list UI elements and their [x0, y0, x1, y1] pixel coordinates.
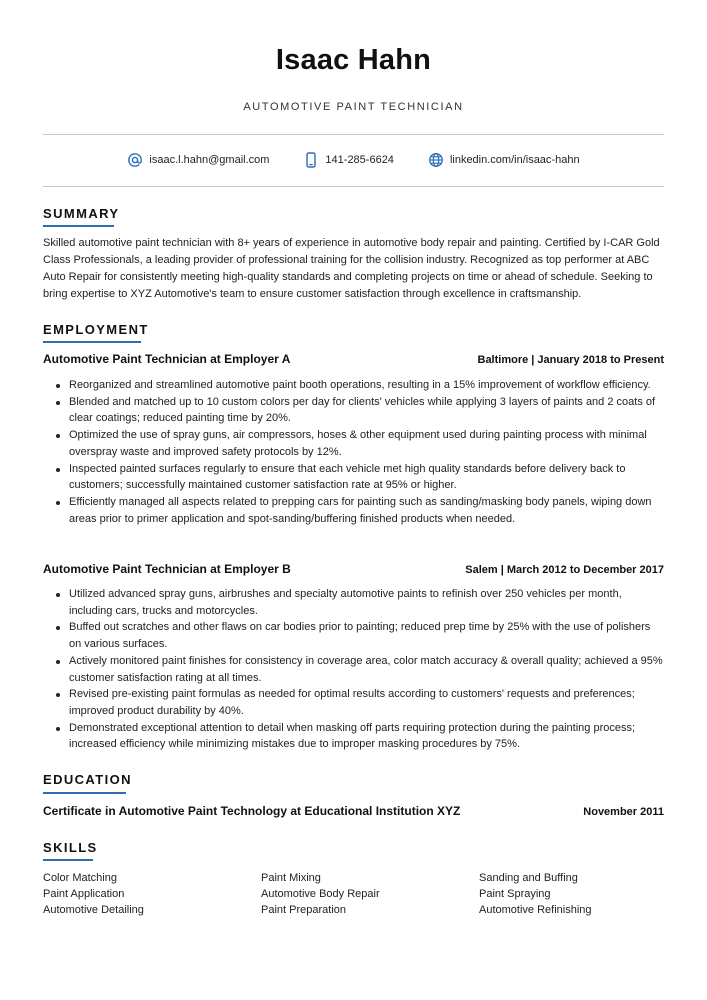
list-item: Demonstrated exceptional attention to detail when masking off parts requiring protection during the painting process; increased efficiency while minimizing mistakes due to improper masking procedures by 75%. [43, 720, 664, 753]
skill-item: Sanding and Buffing [479, 872, 578, 884]
job-header-a [43, 352, 664, 366]
globe-icon [428, 152, 444, 168]
skill-item: Automotive Refinishing [479, 904, 592, 916]
skill-item: Paint Application [43, 888, 125, 900]
skill-item: Paint Preparation [261, 904, 346, 916]
list-item: Utilized advanced spray guns, airbrushes and specialty automotive paints to refinish over 250 vehicles per month, including cars, trucks and motorcycles. [43, 586, 664, 619]
job-meta-a: Baltimore | January 2018 to Present [477, 354, 664, 366]
education-title: Certificate in Automotive Paint Technology at Educational Institution XYZ [43, 804, 461, 818]
job-bullets-b [43, 586, 664, 753]
education-heading: EDUCATION [43, 772, 132, 787]
divider-top [43, 134, 664, 135]
employment-heading: EMPLOYMENT [43, 322, 149, 337]
skill-item: Paint Spraying [479, 888, 551, 900]
contact-email-text: isaac.l.hahn@gmail.com [149, 154, 270, 166]
summary-underline [43, 225, 114, 227]
summary-text: Skilled automotive paint technician with 8+ years of experience in automotive body repair and painting. Certified by I-CAR Gold Class Professionals, a leading provider of professional training for the collision industry. Recognized as top performer at ABC Auto Repair for consistently meeting high-quality standards and completing projects on time or ahead of schedule. Seeking to bring expertise to XYZ Automotive's team to ensure customer satisfaction through excellence in craftsmanship. [43, 237, 660, 300]
contact-phone[interactable] [303, 152, 394, 168]
summary-heading: SUMMARY [43, 206, 120, 221]
skill-item: Automotive Body Repair [261, 888, 380, 900]
phone-icon [303, 152, 319, 168]
list-item: Actively monitored paint finishes for consistency in coverage area, color match accuracy & overall quality; achieved a 95% customer satisfaction rating at all times. [43, 653, 664, 686]
skill-item: Color Matching [43, 872, 117, 884]
job-title-a: Automotive Paint Technician at Employer A [43, 352, 291, 366]
list-item: Efficiently managed all aspects related to prepping cars for painting such as sanding/masking body panels, wiping down areas prior to primer application and spot-sanding/buffering finished products when needed. [43, 494, 664, 527]
skills-heading: SKILLS [43, 840, 98, 855]
education-underline [43, 792, 126, 794]
list-item: Reorganized and streamlined automotive paint booth operations, resulting in a 15% improvement of workflow efficiency. [43, 377, 664, 394]
contact-email[interactable] [127, 152, 269, 168]
job-meta-b: Salem | March 2012 to December 2017 [465, 564, 664, 576]
candidate-name: Isaac Hahn [275, 44, 432, 76]
contact-linkedin-text: linkedin.com/in/isaac-hahn [449, 154, 580, 166]
contact-phone-text: 141-285-6624 [325, 154, 394, 166]
list-item: Optimized the use of spray guns, air compressors, hoses & other equipment used during painting process with minimal overspray waste and improved safety protocols by 12%. [43, 427, 664, 460]
list-item: Revised pre-existing paint formulas as needed for optimal results according to customers' requests and preferences; improved product durability by 40%. [43, 686, 664, 719]
list-item: Buffed out scratches and other flaws on car bodies prior to painting; reduced prep time by 25% with the use of polishers on various surfaces. [43, 619, 664, 652]
contact-bar [43, 150, 664, 170]
list-item: Inspected painted surfaces regularly to ensure that each vehicle met high quality standards before delivery back to customers; successfully maintained customer satisfaction rate at 95% or higher. [43, 461, 664, 494]
job-header-b [43, 562, 664, 576]
education-date: November 2011 [583, 806, 664, 818]
skills-grid [43, 870, 664, 918]
contact-linkedin[interactable] [428, 152, 580, 168]
list-item: Blended and matched up to 10 custom colors per day for clients' vehicles while applying 3 layers of paints and 2 coats of clear coatings; reduced painting time by 20%. [43, 394, 664, 427]
divider-bottom [43, 186, 664, 187]
candidate-role: AUTOMOTIVE PAINT TECHNICIAN [243, 101, 464, 113]
employment-underline [43, 341, 141, 343]
skill-item: Paint Mixing [261, 872, 321, 884]
education-entry [43, 804, 664, 818]
at-icon [127, 152, 143, 168]
job-bullets-a [43, 377, 664, 527]
skills-underline [43, 859, 93, 861]
job-title-b: Automotive Paint Technician at Employer B [43, 562, 291, 576]
skill-item: Automotive Detailing [43, 904, 144, 916]
